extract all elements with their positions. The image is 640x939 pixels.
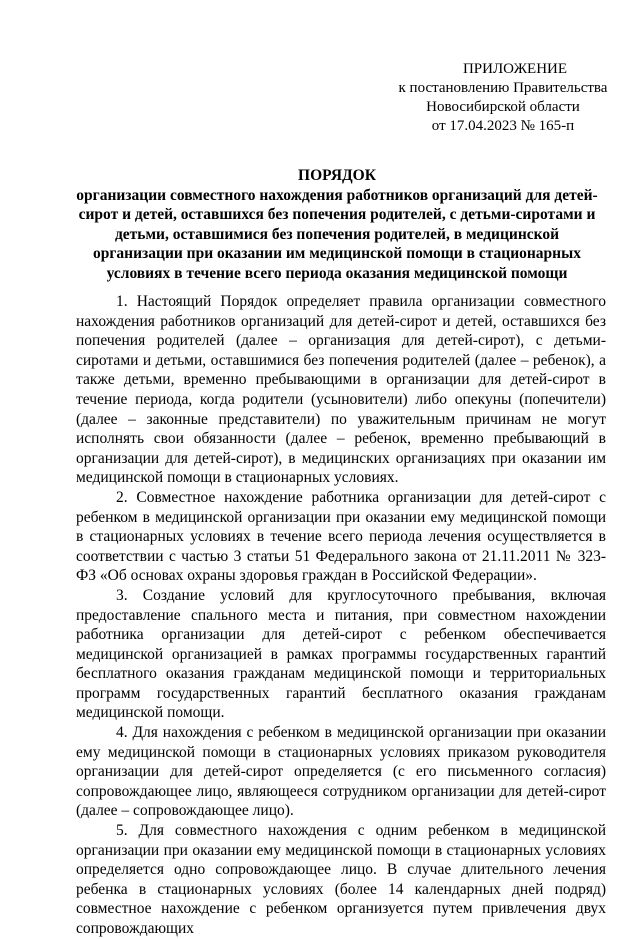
document-body	[76, 292, 606, 939]
paragraph-1: 1. Настоящий Порядок определяет правила организации совместного нахождения работников организаций для детей-сирот и детей, оставшихся без попечения родителей (далее – организация для детей-сирот), с детьми-сиротами и детьми, оставшимися без попечения родителей (далее – ребенок), а также детьми, временно пребывающими в организации для детей-сирот в течение периода, когда родители (усыновители) либо опекуны (попечители) (далее – законные представители) по уважительным причинам не могут исполнять свои обязанности (далее – ребенок, временно пребывающий в организации для детей-сирот), в медицинских организациях при оказании им медицинской помощи в стационарных условиях.	[76, 293, 606, 487]
annex-header	[388, 60, 618, 136]
document-heading: ПОРЯДОК	[298, 167, 376, 184]
paragraph-2: 2. Совместное нахождение работника организации для детей-сирот с ребенком в медицинской организации при оказании ему медицинской помощи в стационарных условиях в течение всего периода лечения осуществляется в соответствии с частью 3 статьи 51 Федерального закона от 21.11.2011 № 323-ФЗ «Об основах охраны здоровья граждан в Российской Федерации».	[76, 488, 606, 585]
paragraph-4: 4. Для нахождения с ребенком в медицинской организации при оказании ему медицинской помощи в стационарных условиях приказом руководителя организации для детей-сирот определяется (с его письменного согласия) сопровождающее лицо, являющееся сотрудником организации для детей-сирот (далее – сопровождающее лицо).	[76, 724, 606, 820]
annex-line-3: от 17.04.2023 № 165-п	[431, 118, 575, 134]
annex-line-2: Новосибирской области	[426, 99, 580, 115]
document-title-block	[72, 166, 602, 284]
annex-title: ПРИЛОЖЕНИЕ	[462, 61, 568, 77]
document-subtitle: организации совместного нахождения работников организаций для детей-сирот и детей, оставшихся без попечения родителей, с детьми-сиротами и детьми, оставшимися без попечения родителей, в медицинской организации при оказании им медицинской помощи в стационарных условиях в течение всего периода оказания медицинской помощи	[76, 186, 598, 282]
annex-line-1: к постановлению Правительства	[398, 80, 608, 96]
paragraph-5: 5. Для совместного нахождения с одним ребенком в медицинской организации при оказании ему медицинской помощи в стационарных условиях определяется одно сопровождающее лицо. В случае длительного лечения ребенка в стационарных условиях (более 14 календарных дней подряд) совместное нахождение с ребенком организуется путем привлечения двух сопровождающих	[76, 822, 606, 937]
paragraph-3: 3. Создание условий для круглосуточного пребывания, включая предоставление спального места и питания, при совместном нахождении работника организации для детей-сирот с ребенком обеспечивается медицинской организацией в рамках программы государственных гарантий бесплатного оказания гражданам медицинской помощи и территориальных программ государственных гарантий бесплатного оказания гражданам медицинской помощи.	[76, 586, 606, 722]
